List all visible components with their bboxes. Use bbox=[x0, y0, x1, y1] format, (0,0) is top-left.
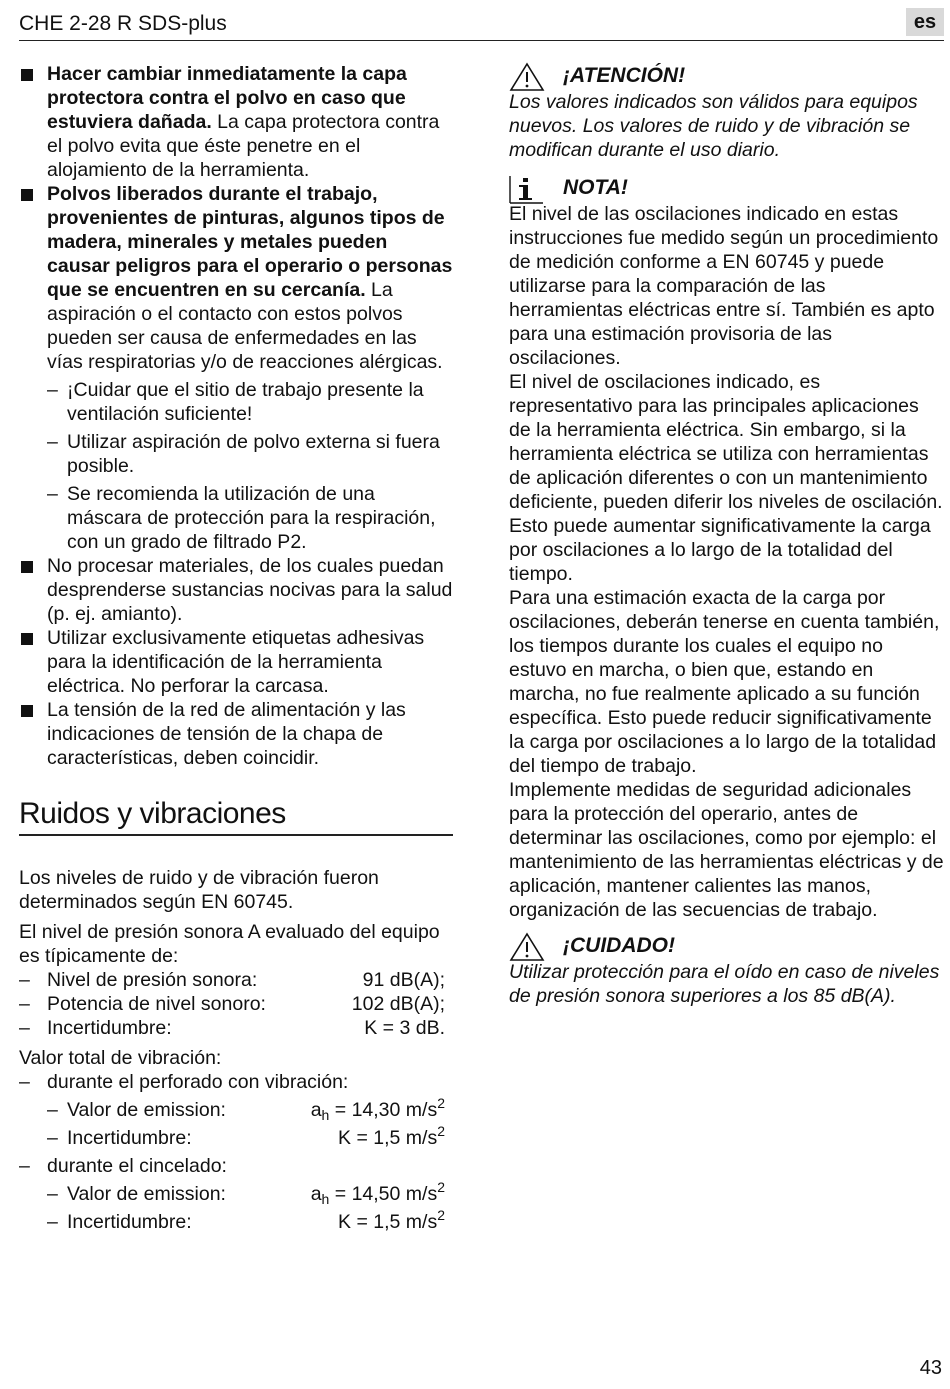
square-bullet-icon bbox=[21, 561, 33, 573]
spec-value bbox=[310, 1095, 445, 1123]
caution-text: Utilizar protección para el oído en caso de niveles de presión sonora superiores a los 85 dB(A). bbox=[509, 961, 940, 1007]
subspec-row bbox=[19, 1179, 453, 1207]
dash-mark: – bbox=[47, 1211, 58, 1233]
spec-row bbox=[19, 968, 453, 992]
dash-mark: – bbox=[47, 1183, 58, 1205]
left-column bbox=[19, 62, 453, 1234]
bullet-bold-text: Hacer cambiar inmediatamente la capa protectora contra el polvo en caso que estuviera dañada. bbox=[47, 63, 407, 133]
dash-text: Se recomienda la utilización de una máscara de protección para la respiración, con un grado de filtrado P2. bbox=[67, 483, 436, 553]
bullet-item bbox=[19, 182, 453, 374]
bullet-item bbox=[19, 554, 453, 626]
spec-value bbox=[310, 1179, 445, 1207]
bullet-item bbox=[19, 698, 453, 770]
dash-mark: – bbox=[47, 1127, 58, 1149]
spec-label: Nivel de presión sonora: bbox=[47, 969, 258, 991]
caution-heading bbox=[509, 932, 944, 960]
warning-triangle-icon bbox=[509, 62, 545, 92]
spec-row bbox=[19, 992, 453, 1016]
bullet-text: La tensión de la red de alimentación y las indicaciones de tensión de la chapa de características, deben coincidir. bbox=[47, 699, 406, 769]
square-bullet-icon bbox=[21, 69, 33, 81]
bullet-item bbox=[19, 62, 453, 182]
attention-label: ¡ATENCIÓN! bbox=[563, 64, 686, 87]
square-bullet-icon bbox=[21, 705, 33, 717]
spec-value-text: = 14,50 m/s bbox=[334, 1183, 438, 1205]
spec-value: 102 dB(A); bbox=[351, 993, 445, 1015]
spec-label: Incertidumbre: bbox=[67, 1211, 192, 1233]
a-subscript: h bbox=[321, 1107, 330, 1123]
caution-label: ¡CUIDADO! bbox=[563, 934, 675, 957]
warning-triangle-icon bbox=[509, 932, 545, 962]
dash-item bbox=[19, 378, 453, 426]
paragraph: Los niveles de ruido y de vibración fueron determinados según EN 60745. bbox=[19, 867, 379, 913]
spec-label: durante el cincelado: bbox=[47, 1155, 227, 1177]
bullet-bold-text: Polvos liberados durante el trabajo, provenientes de pinturas, algunos tipos de madera, minerales y metales pueden causar peligros para el operario o personas que se encuentren en su cercanía. bbox=[47, 183, 453, 301]
dash-mark: – bbox=[19, 969, 30, 991]
spec-label: Valor de emission: bbox=[67, 1099, 226, 1121]
note-paragraph: Para una estimación exacta de la carga por oscilaciones, deberán tenerse en cuenta también, los tiempos durante los cuales el equipo no estuvo en marcha, o bien que, estando en marcha, no fue realmente aplicado a su función específica. Esto puede reducir significativamente la carga por oscilaciones a lo largo de la totalidad del tiempo de trabajo. bbox=[509, 587, 940, 777]
note-paragraph: El nivel de oscilaciones indicado, es representativo para las principales aplicaciones de la herramienta eléctrica. Sin embargo, si la herramienta eléctrica se utiliza con herramientas de aplicación diferentes o con un mantenimiento deficiente, pueden diferir los niveles de oscilación. Esto puede aumentar significativamente la carga por oscilaciones a lo largo de la totalidad del tiempo. bbox=[509, 371, 943, 585]
spec-label: durante el perforado con vibración: bbox=[47, 1071, 349, 1093]
dash-mark: – bbox=[47, 483, 58, 505]
dash-item bbox=[19, 482, 453, 554]
a-symbol: a bbox=[310, 1099, 322, 1121]
bullet-text: La aspiración o el contacto con estos polvos pueden ser causa de enfermedades en las vías respiratorias y/o de reacciones alérgicas. bbox=[47, 279, 443, 373]
page-number: 43 bbox=[919, 1357, 942, 1379]
note-label: NOTA! bbox=[563, 176, 628, 199]
spec-label: Incertidumbre: bbox=[67, 1127, 192, 1149]
note-paragraph: Implemente medidas de seguridad adicionales para la protección del operario, antes de determinar las oscilaciones, como por ejemplo: el mantenimiento de las herramientas eléctricas y de aplicación, mantener calientes las manos, organización de las secuencias de trabajo. bbox=[509, 779, 944, 921]
document-title: CHE 2-28 R SDS-plus bbox=[19, 12, 227, 35]
dash-mark: – bbox=[19, 1155, 30, 1177]
a-symbol: a bbox=[310, 1183, 322, 1205]
a-subscript: h bbox=[321, 1191, 330, 1207]
note-heading bbox=[509, 174, 944, 202]
dash-text: Utilizar aspiración de polvo externa si fuera posible. bbox=[67, 431, 440, 477]
square-bullet-icon bbox=[21, 189, 33, 201]
spec-value bbox=[338, 1207, 445, 1234]
dash-mark: – bbox=[19, 1071, 30, 1093]
spec-value-text: K = 1,5 m/s bbox=[338, 1127, 438, 1149]
dash-text: ¡Cuidar que el sitio de trabajo presente la ventilación suficiente! bbox=[67, 379, 424, 425]
dash-mark: – bbox=[19, 1017, 30, 1039]
bullet-text: No procesar materiales, de los cuales puedan desprenderse sustancias nocivas para la salud (p. ej. amianto). bbox=[47, 555, 453, 625]
squared: 2 bbox=[437, 1123, 445, 1139]
spec-value: 91 dB(A); bbox=[362, 969, 445, 991]
attention-text: Los valores indicados son válidos para equipos nuevos. Los valores de ruido y de vibración se modifican durante el uso diario. bbox=[509, 91, 918, 161]
square-bullet-icon bbox=[21, 633, 33, 645]
spec-value-text: = 14,30 m/s bbox=[334, 1099, 438, 1121]
dash-mark: – bbox=[19, 993, 30, 1015]
subspec-row bbox=[19, 1095, 453, 1123]
dash-mark: – bbox=[47, 1099, 58, 1121]
squared: 2 bbox=[437, 1207, 445, 1223]
squared: 2 bbox=[437, 1095, 445, 1111]
section-title: Ruidos y vibraciones bbox=[19, 796, 453, 836]
bullet-item bbox=[19, 626, 453, 698]
dash-mark: – bbox=[47, 379, 58, 401]
paragraph: El nivel de presión sonora A evaluado del equipo es típicamente de: bbox=[19, 921, 440, 967]
dash-item bbox=[19, 430, 453, 478]
spec-row bbox=[19, 1016, 453, 1040]
subspec-row bbox=[19, 1207, 453, 1234]
right-column bbox=[509, 62, 944, 1008]
spec-label: Incertidumbre: bbox=[47, 1017, 172, 1039]
bullet-text: Utilizar exclusivamente etiquetas adhesivas para la identificación de la herramienta eléctrica. No perforar la carcasa. bbox=[47, 627, 425, 697]
squared: 2 bbox=[437, 1179, 445, 1195]
page-header bbox=[19, 8, 944, 41]
spec-label: Potencia de nivel sonoro: bbox=[47, 993, 266, 1015]
spec-label: Valor de emission: bbox=[67, 1183, 226, 1205]
paragraph: Valor total de vibración: bbox=[19, 1047, 222, 1069]
spec-value-text: K = 1,5 m/s bbox=[338, 1211, 438, 1233]
bullet-text: La capa protectora contra el polvo evita que éste penetre en el alojamiento de la herramienta. bbox=[47, 111, 440, 181]
spec-value bbox=[338, 1123, 445, 1150]
spec-row bbox=[19, 1070, 453, 1094]
info-icon bbox=[509, 174, 545, 204]
language-badge: es bbox=[906, 8, 944, 36]
subspec-row bbox=[19, 1123, 453, 1150]
note-paragraph: El nivel de las oscilaciones indicado en estas instrucciones fue medido según un procedimiento de medición conforme a EN 60745 y puede utilizarse para la comparación de las herramientas eléctricas entre sí. También es apto para una estimación provisoria de las oscilaciones. bbox=[509, 203, 939, 369]
spec-row bbox=[19, 1154, 453, 1178]
spec-value: K = 3 dB. bbox=[364, 1017, 445, 1039]
attention-heading bbox=[509, 62, 944, 90]
dash-mark: – bbox=[47, 431, 58, 453]
